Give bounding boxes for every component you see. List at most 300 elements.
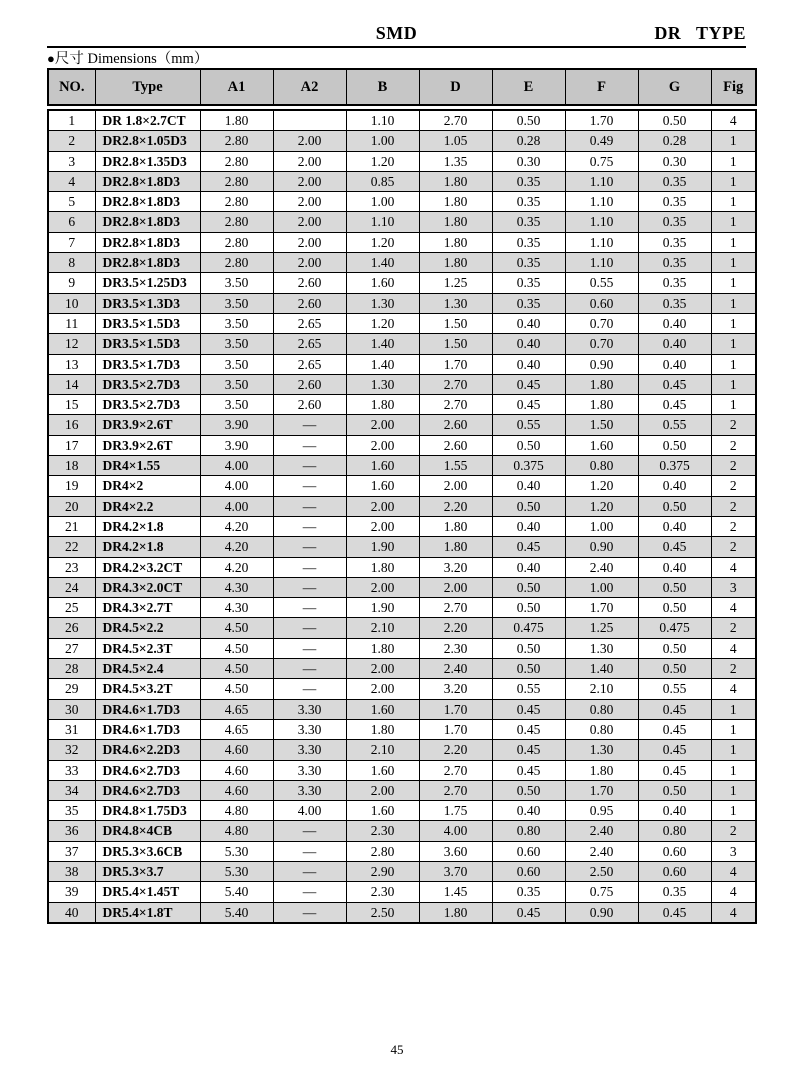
d-cell: 2.70	[419, 598, 492, 618]
type-cell: DR4.6×1.7D3	[95, 699, 200, 719]
f-cell: 0.75	[565, 151, 638, 171]
a1-cell: 1.80	[200, 110, 273, 131]
a1-cell: 4.80	[200, 801, 273, 821]
table-row	[48, 557, 756, 577]
fig-cell: 1	[711, 780, 756, 800]
table-row	[48, 699, 756, 719]
f-cell: 2.40	[565, 821, 638, 841]
g-cell: 0.50	[638, 659, 711, 679]
g-cell: 0.40	[638, 801, 711, 821]
f-cell: 1.20	[565, 476, 638, 496]
g-cell: 0.50	[638, 780, 711, 800]
a2-cell: 3.30	[273, 740, 346, 760]
a1-cell: 3.50	[200, 313, 273, 333]
fig-cell: 1	[711, 151, 756, 171]
type-cell: DR2.8×1.05D3	[95, 131, 200, 151]
no-cell: 14	[48, 374, 95, 394]
type-cell: DR4.3×2.0CT	[95, 577, 200, 597]
a2-cell: —	[273, 638, 346, 658]
a2-cell: 2.60	[273, 395, 346, 415]
g-cell: 0.45	[638, 395, 711, 415]
f-cell: 1.00	[565, 577, 638, 597]
fig-cell: 1	[711, 334, 756, 354]
d-cell: 4.00	[419, 821, 492, 841]
g-cell: 0.50	[638, 435, 711, 455]
e-cell: 0.50	[492, 110, 565, 131]
d-cell: 1.70	[419, 354, 492, 374]
no-cell: 36	[48, 821, 95, 841]
b-cell: 2.50	[346, 902, 419, 923]
type-cell: DR4.6×1.7D3	[95, 719, 200, 739]
table-row	[48, 151, 756, 171]
no-cell: 10	[48, 293, 95, 313]
e-cell: 0.35	[492, 192, 565, 212]
no-cell: 32	[48, 740, 95, 760]
g-cell: 0.35	[638, 212, 711, 232]
e-cell: 0.35	[492, 273, 565, 293]
d-cell: 2.70	[419, 395, 492, 415]
col-header-e: E	[492, 69, 565, 105]
b-cell: 1.00	[346, 192, 419, 212]
fig-cell: 4	[711, 679, 756, 699]
b-cell: 1.60	[346, 801, 419, 821]
fig-cell: 1	[711, 192, 756, 212]
e-cell: 0.50	[492, 435, 565, 455]
no-cell: 11	[48, 313, 95, 333]
f-cell: 1.10	[565, 253, 638, 273]
type-cell: DR3.5×1.7D3	[95, 354, 200, 374]
b-cell: 2.00	[346, 435, 419, 455]
col-header-no: NO.	[48, 69, 95, 105]
a1-cell: 3.50	[200, 354, 273, 374]
table-row	[48, 171, 756, 191]
f-cell: 2.50	[565, 861, 638, 881]
b-cell: 1.80	[346, 638, 419, 658]
no-cell: 4	[48, 171, 95, 191]
a2-cell: 2.00	[273, 253, 346, 273]
e-cell: 0.45	[492, 719, 565, 739]
a2-cell: 2.00	[273, 192, 346, 212]
col-header-f: F	[565, 69, 638, 105]
d-cell: 2.70	[419, 110, 492, 131]
table-row	[48, 131, 756, 151]
fig-cell: 4	[711, 638, 756, 658]
f-cell: 1.50	[565, 415, 638, 435]
b-cell: 1.20	[346, 313, 419, 333]
e-cell: 0.45	[492, 699, 565, 719]
f-cell: 0.70	[565, 334, 638, 354]
g-cell: 0.50	[638, 496, 711, 516]
e-cell: 0.50	[492, 577, 565, 597]
no-cell: 25	[48, 598, 95, 618]
e-cell: 0.35	[492, 232, 565, 252]
d-cell: 2.20	[419, 496, 492, 516]
a2-cell: —	[273, 435, 346, 455]
table-row	[48, 902, 756, 923]
g-cell: 0.35	[638, 253, 711, 273]
fig-cell: 1	[711, 374, 756, 394]
a1-cell: 2.80	[200, 192, 273, 212]
g-cell: 0.50	[638, 598, 711, 618]
b-cell: 2.00	[346, 679, 419, 699]
a1-cell: 4.60	[200, 780, 273, 800]
a2-cell: —	[273, 598, 346, 618]
e-cell: 0.50	[492, 659, 565, 679]
no-cell: 28	[48, 659, 95, 679]
a1-cell: 3.50	[200, 374, 273, 394]
fig-cell: 1	[711, 760, 756, 780]
header-title-dr-type: DR TYPE	[654, 23, 746, 43]
d-cell: 3.70	[419, 861, 492, 881]
type-cell: DR3.9×2.6T	[95, 415, 200, 435]
f-cell: 2.10	[565, 679, 638, 699]
e-cell: 0.45	[492, 537, 565, 557]
e-cell: 0.475	[492, 618, 565, 638]
e-cell: 0.45	[492, 740, 565, 760]
e-cell: 0.40	[492, 557, 565, 577]
g-cell: 0.45	[638, 537, 711, 557]
a1-cell: 4.50	[200, 659, 273, 679]
g-cell: 0.50	[638, 638, 711, 658]
a1-cell: 4.00	[200, 496, 273, 516]
fig-cell: 1	[711, 232, 756, 252]
fig-cell: 4	[711, 557, 756, 577]
fig-cell: 1	[711, 395, 756, 415]
a2-cell: —	[273, 415, 346, 435]
d-cell: 1.45	[419, 882, 492, 902]
col-header-a1: A1	[200, 69, 273, 105]
f-cell: 1.30	[565, 740, 638, 760]
g-cell: 0.50	[638, 577, 711, 597]
a2-cell: —	[273, 882, 346, 902]
fig-cell: 1	[711, 293, 756, 313]
a1-cell: 3.90	[200, 415, 273, 435]
fig-cell: 1	[711, 699, 756, 719]
table-row	[48, 212, 756, 232]
col-header-d: D	[419, 69, 492, 105]
g-cell: 0.45	[638, 902, 711, 923]
e-cell: 0.50	[492, 638, 565, 658]
col-header-b: B	[346, 69, 419, 105]
table-row	[48, 577, 756, 597]
a2-cell: 3.30	[273, 699, 346, 719]
d-cell: 1.80	[419, 253, 492, 273]
table-row	[48, 192, 756, 212]
a2-cell: —	[273, 841, 346, 861]
a2-cell: 2.60	[273, 293, 346, 313]
a2-cell: —	[273, 537, 346, 557]
d-cell: 3.20	[419, 679, 492, 699]
a1-cell: 4.50	[200, 679, 273, 699]
table-row	[48, 638, 756, 658]
a2-cell: —	[273, 821, 346, 841]
fig-cell: 4	[711, 861, 756, 881]
table-row	[48, 435, 756, 455]
f-cell: 0.80	[565, 699, 638, 719]
type-cell: DR4.2×1.8	[95, 537, 200, 557]
f-cell: 1.60	[565, 435, 638, 455]
no-cell: 18	[48, 456, 95, 476]
table-row	[48, 740, 756, 760]
b-cell: 2.10	[346, 740, 419, 760]
f-cell: 2.40	[565, 841, 638, 861]
b-cell: 1.80	[346, 719, 419, 739]
g-cell: 0.80	[638, 821, 711, 841]
a1-cell: 5.30	[200, 841, 273, 861]
e-cell: 0.40	[492, 476, 565, 496]
e-cell: 0.45	[492, 374, 565, 394]
no-cell: 21	[48, 516, 95, 536]
no-cell: 13	[48, 354, 95, 374]
type-cell: DR2.8×1.8D3	[95, 253, 200, 273]
fig-cell: 2	[711, 415, 756, 435]
no-cell: 30	[48, 699, 95, 719]
a1-cell: 4.60	[200, 740, 273, 760]
e-cell: 0.50	[492, 598, 565, 618]
fig-cell: 2	[711, 496, 756, 516]
a2-cell: —	[273, 557, 346, 577]
table-row	[48, 456, 756, 476]
section-label-text: 尺寸 Dimensions（mm）	[54, 51, 209, 67]
a1-cell: 2.80	[200, 232, 273, 252]
fig-cell: 1	[711, 273, 756, 293]
header-title-smd: SMD	[375, 23, 418, 43]
f-cell: 0.75	[565, 882, 638, 902]
table-row	[48, 354, 756, 374]
fig-cell: 1	[711, 313, 756, 333]
type-cell: DR5.3×3.7	[95, 861, 200, 881]
b-cell: 2.00	[346, 496, 419, 516]
fig-cell: 3	[711, 577, 756, 597]
a1-cell: 4.20	[200, 537, 273, 557]
g-cell: 0.55	[638, 415, 711, 435]
g-cell: 0.40	[638, 476, 711, 496]
f-cell: 1.30	[565, 638, 638, 658]
f-cell: 1.10	[565, 212, 638, 232]
f-cell: 0.55	[565, 273, 638, 293]
no-cell: 40	[48, 902, 95, 923]
b-cell: 1.60	[346, 699, 419, 719]
a2-cell: 2.00	[273, 232, 346, 252]
table-row	[48, 374, 756, 394]
type-cell: DR4.8×1.75D3	[95, 801, 200, 821]
type-cell: DR2.8×1.35D3	[95, 151, 200, 171]
no-cell: 12	[48, 334, 95, 354]
col-header-g: G	[638, 69, 711, 105]
e-cell: 0.40	[492, 313, 565, 333]
g-cell: 0.35	[638, 882, 711, 902]
a1-cell: 4.50	[200, 638, 273, 658]
a2-cell: 2.00	[273, 151, 346, 171]
dimensions-table-header	[47, 68, 757, 106]
b-cell: 1.40	[346, 253, 419, 273]
dimensions-table-body	[48, 110, 756, 923]
f-cell: 0.90	[565, 537, 638, 557]
d-cell: 1.30	[419, 293, 492, 313]
b-cell: 0.85	[346, 171, 419, 191]
a2-cell: 3.30	[273, 760, 346, 780]
no-cell: 34	[48, 780, 95, 800]
b-cell: 1.90	[346, 598, 419, 618]
b-cell: 2.30	[346, 821, 419, 841]
e-cell: 0.55	[492, 415, 565, 435]
table-row	[48, 293, 756, 313]
d-cell: 1.25	[419, 273, 492, 293]
type-cell: DR4.2×1.8	[95, 516, 200, 536]
bullet-icon: ●	[47, 51, 55, 66]
table-row	[48, 516, 756, 536]
a1-cell: 4.60	[200, 760, 273, 780]
g-cell: 0.40	[638, 354, 711, 374]
g-cell: 0.55	[638, 679, 711, 699]
b-cell: 2.00	[346, 659, 419, 679]
type-cell: DR3.5×2.7D3	[95, 395, 200, 415]
type-cell: DR4.5×2.3T	[95, 638, 200, 658]
f-cell: 0.90	[565, 902, 638, 923]
a2-cell: 2.65	[273, 313, 346, 333]
f-cell: 1.25	[565, 618, 638, 638]
a1-cell: 4.30	[200, 577, 273, 597]
e-cell: 0.375	[492, 456, 565, 476]
a1-cell: 4.20	[200, 516, 273, 536]
type-cell: DR4.2×3.2CT	[95, 557, 200, 577]
a2-cell: 2.60	[273, 273, 346, 293]
a1-cell: 4.65	[200, 719, 273, 739]
g-cell: 0.35	[638, 293, 711, 313]
fig-cell: 2	[711, 821, 756, 841]
no-cell: 31	[48, 719, 95, 739]
d-cell: 1.80	[419, 232, 492, 252]
e-cell: 0.45	[492, 902, 565, 923]
d-cell: 1.50	[419, 334, 492, 354]
b-cell: 1.60	[346, 476, 419, 496]
d-cell: 2.00	[419, 476, 492, 496]
table-row	[48, 110, 756, 131]
fig-cell: 2	[711, 516, 756, 536]
type-cell: DR4×2	[95, 476, 200, 496]
a2-cell: —	[273, 618, 346, 638]
b-cell: 1.90	[346, 537, 419, 557]
a1-cell: 4.20	[200, 557, 273, 577]
e-cell: 0.35	[492, 171, 565, 191]
e-cell: 0.45	[492, 395, 565, 415]
g-cell: 0.45	[638, 719, 711, 739]
table-row	[48, 801, 756, 821]
b-cell: 2.00	[346, 516, 419, 536]
type-cell: DR2.8×1.8D3	[95, 171, 200, 191]
a2-cell: —	[273, 476, 346, 496]
fig-cell: 1	[711, 212, 756, 232]
e-cell: 0.60	[492, 841, 565, 861]
no-cell: 5	[48, 192, 95, 212]
type-cell: DR4.6×2.7D3	[95, 760, 200, 780]
e-cell: 0.45	[492, 760, 565, 780]
d-cell: 3.20	[419, 557, 492, 577]
type-cell: DR4×1.55	[95, 456, 200, 476]
f-cell: 1.80	[565, 374, 638, 394]
e-cell: 0.60	[492, 861, 565, 881]
b-cell: 2.10	[346, 618, 419, 638]
d-cell: 1.05	[419, 131, 492, 151]
fig-cell: 1	[711, 354, 756, 374]
b-cell: 1.30	[346, 374, 419, 394]
a2-cell: 4.00	[273, 801, 346, 821]
no-cell: 16	[48, 415, 95, 435]
table-row	[48, 253, 756, 273]
no-cell: 15	[48, 395, 95, 415]
g-cell: 0.40	[638, 313, 711, 333]
g-cell: 0.45	[638, 740, 711, 760]
table-row	[48, 313, 756, 333]
a1-cell: 3.50	[200, 334, 273, 354]
fig-cell: 4	[711, 902, 756, 923]
g-cell: 0.375	[638, 456, 711, 476]
d-cell: 2.00	[419, 577, 492, 597]
d-cell: 1.80	[419, 171, 492, 191]
fig-cell: 1	[711, 801, 756, 821]
a2-cell: —	[273, 496, 346, 516]
no-cell: 35	[48, 801, 95, 821]
f-cell: 0.80	[565, 719, 638, 739]
type-cell: DR2.8×1.8D3	[95, 212, 200, 232]
d-cell: 2.70	[419, 374, 492, 394]
no-cell: 9	[48, 273, 95, 293]
type-cell: DR3.5×2.7D3	[95, 374, 200, 394]
a1-cell: 2.80	[200, 212, 273, 232]
g-cell: 0.60	[638, 841, 711, 861]
b-cell: 1.40	[346, 334, 419, 354]
f-cell: 1.80	[565, 760, 638, 780]
fig-cell: 1	[711, 740, 756, 760]
b-cell: 2.80	[346, 841, 419, 861]
type-cell: DR5.3×3.6CB	[95, 841, 200, 861]
d-cell: 1.70	[419, 719, 492, 739]
table-row	[48, 760, 756, 780]
fig-cell: 2	[711, 659, 756, 679]
table-row	[48, 273, 756, 293]
table-row	[48, 537, 756, 557]
a1-cell: 5.40	[200, 882, 273, 902]
d-cell: 1.35	[419, 151, 492, 171]
f-cell: 0.95	[565, 801, 638, 821]
type-cell: DR3.9×2.6T	[95, 435, 200, 455]
f-cell: 1.10	[565, 171, 638, 191]
f-cell: 1.80	[565, 395, 638, 415]
d-cell: 2.60	[419, 435, 492, 455]
no-cell: 8	[48, 253, 95, 273]
type-cell: DR3.5×1.5D3	[95, 313, 200, 333]
b-cell: 1.80	[346, 557, 419, 577]
b-cell: 2.00	[346, 415, 419, 435]
no-cell: 37	[48, 841, 95, 861]
b-cell: 1.20	[346, 232, 419, 252]
no-cell: 38	[48, 861, 95, 881]
a2-cell: —	[273, 659, 346, 679]
fig-cell: 2	[711, 618, 756, 638]
d-cell: 2.70	[419, 760, 492, 780]
d-cell: 1.55	[419, 456, 492, 476]
g-cell: 0.60	[638, 861, 711, 881]
g-cell: 0.35	[638, 192, 711, 212]
type-cell: DR5.4×1.8T	[95, 902, 200, 923]
b-cell: 1.60	[346, 760, 419, 780]
b-cell: 1.00	[346, 131, 419, 151]
no-cell: 39	[48, 882, 95, 902]
g-cell: 0.40	[638, 334, 711, 354]
f-cell: 1.40	[565, 659, 638, 679]
fig-cell: 4	[711, 598, 756, 618]
type-cell: DR4.6×2.2D3	[95, 740, 200, 760]
